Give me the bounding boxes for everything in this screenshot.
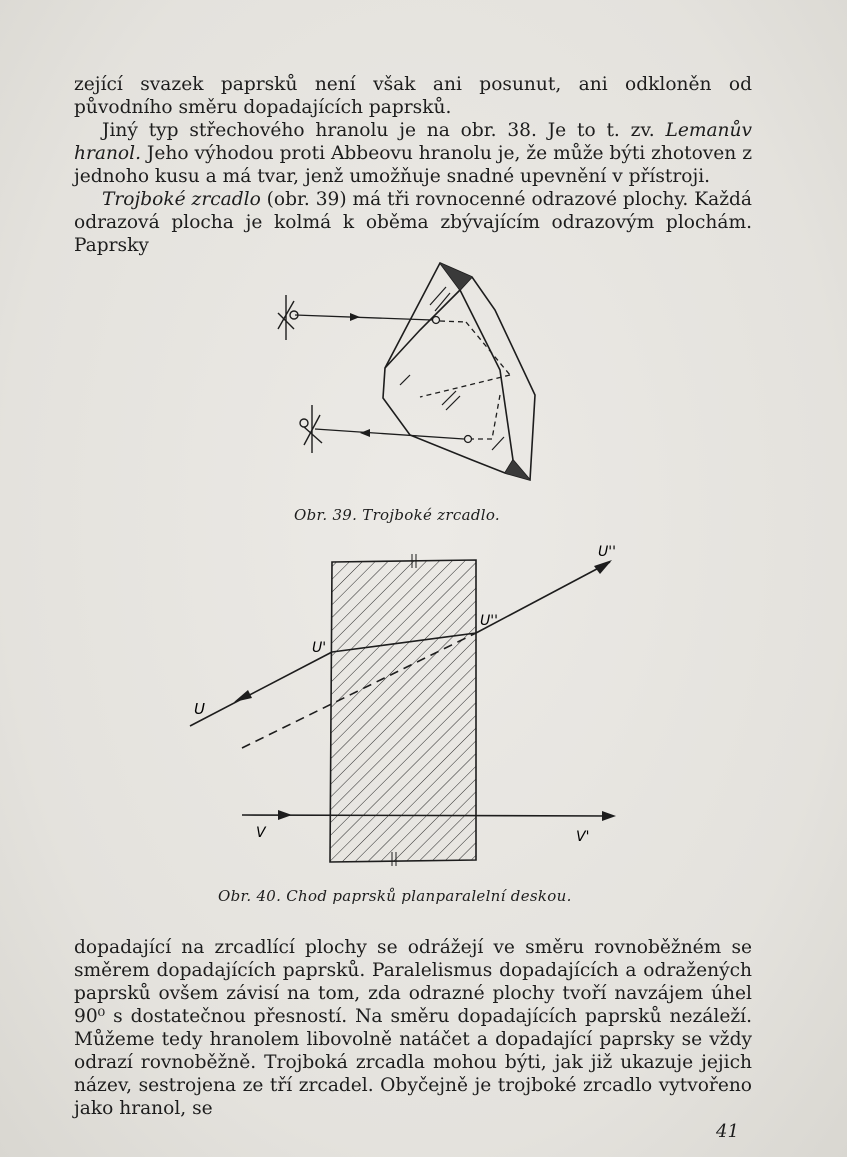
label-v: V xyxy=(256,825,266,841)
outgoing-arrow xyxy=(360,429,370,437)
trihedral-mirror-term: Trojboké zrcadlo xyxy=(102,189,261,210)
page-number: 41 xyxy=(716,1121,739,1142)
figure-40-caption: Obr. 40. Chod paprsků planparalelní deskou. xyxy=(218,887,572,905)
paragraph-3-rest: (obr. 39) má tři rovnocenné odrazové plochy. Každá odrazová plocha je kolmá k oběma zbývajícím odrazovým plochám. Paprsky xyxy=(74,189,752,256)
label-u2-outside: U'' xyxy=(598,544,616,560)
ray-u2-arrow xyxy=(594,560,612,574)
label-u: U xyxy=(194,700,205,718)
incoming-ray-symbol xyxy=(278,295,298,340)
prism-top-facet xyxy=(440,263,472,290)
glass-plate xyxy=(330,560,476,862)
label-u1: U' xyxy=(312,640,327,656)
figure-40-plane-parallel-plate xyxy=(180,540,640,875)
ray-u-arrow xyxy=(234,690,252,702)
lemans-prism-term: Lemanův hranol. xyxy=(74,120,752,164)
label-u2-plate: U'' xyxy=(480,613,498,629)
ray-v-arrow xyxy=(278,810,292,820)
paragraph-1: zející svazek paprsků není však ani posunut, ani odkloněn od původního směru dopadajících paprsků. xyxy=(74,74,752,118)
figure-39-caption: Obr. 39. Trojboké zrcadlo. xyxy=(294,506,500,524)
paragraph-2 xyxy=(74,119,752,188)
ray-v xyxy=(242,815,612,816)
ray-v1-arrow xyxy=(602,811,616,821)
paragraph-3 xyxy=(74,188,752,257)
label-v1: V' xyxy=(576,829,590,845)
prism-hatching xyxy=(400,287,504,450)
paragraph-4: dopadající na zrcadlící plochy se odrážejí ve směru rovnoběžném se směrem dopadajících paprsků. Paralelismus dopadajících a odražených paprsků ovšem závisí na tom, zda odrazné plochy tvoří navzájem úhel 90⁰ s dostatečnou přesností. Na směru dopadajících paprsků nezáleží. Můžeme tedy hranolem libovolně natáčet a dopadající paprsky se vždy odrazí rovnoběžně. Trojboká zrcadla mohou býti, jak již ukazuje jejich název, sestrojena ze tří zrcadel. Obyčejně je trojboké zrcadlo vytvořeno jako hranol, se xyxy=(74,937,752,1119)
paragraph-2-start: Jiný typ střechového hranolu je na obr. 38. Je to t. zv. xyxy=(102,120,666,141)
prism-outline xyxy=(383,263,535,480)
incoming-arrow xyxy=(350,313,360,321)
paragraph-2-end: Jeho výhodou proti Abbeovu hranolu je, že může býti zhotoven z jednoho kusu a má tvar, jenž umožňuje snadné upevnění v přístroji. xyxy=(74,143,752,187)
figure-39-trihedral-mirror xyxy=(260,255,560,495)
